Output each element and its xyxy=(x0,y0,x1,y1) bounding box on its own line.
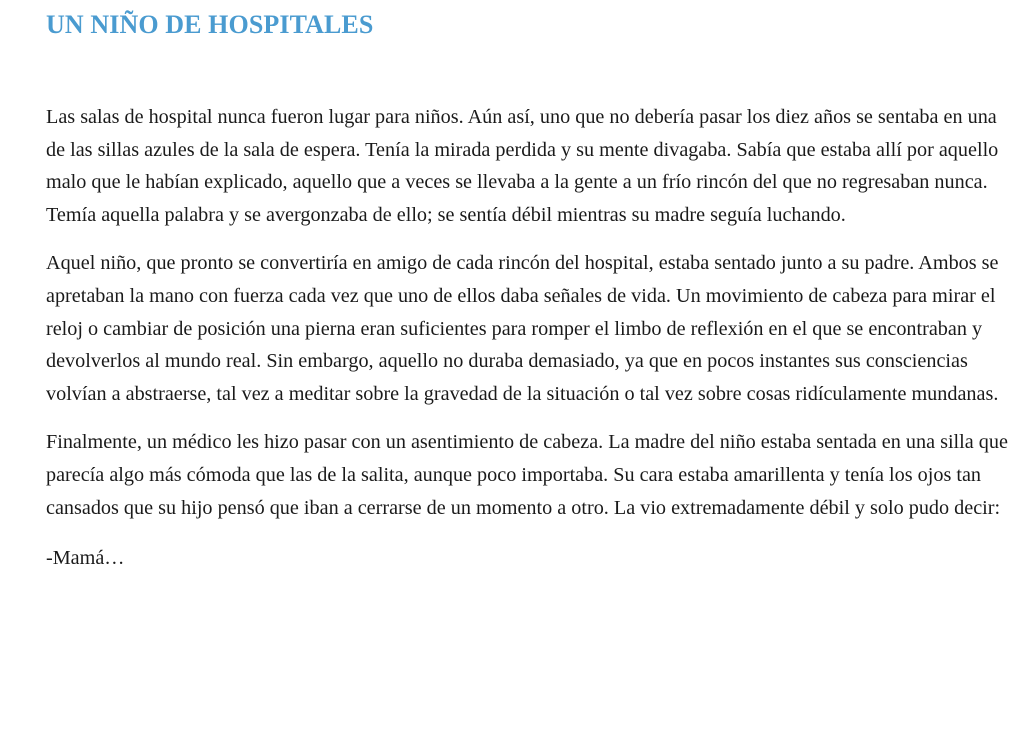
document-page xyxy=(46,0,1014,591)
document-body xyxy=(46,101,1014,575)
document-title: UN NIÑO DE HOSPITALES xyxy=(46,10,374,39)
paragraph-1: Las salas de hospital nunca fueron lugar para niños. Aún así, uno que no debería pasar los diez años se sentaba en una de las sillas azules de la sala de espera. Tenía la mirada perdida y su mente divagaba. Sabía que estaba allí por aquello malo que le habían explicado, aquello que a veces se llevaba a la gente a un frío rincón del que no regresaban nunca. Temía aquella palabra y se avergonzaba de ello; se sentía débil mientras su madre seguía luchando. xyxy=(46,106,999,226)
paragraph-4: -Mamá… xyxy=(46,547,125,570)
paragraph-2: Aquel niño, que pronto se convertiría en amigo de cada rincón del hospital, estaba sentado junto a su padre. Ambos se apretaban la mano con fuerza cada vez que uno de ellos daba señales de vida. Un movimiento de cabeza para mirar el reloj o cambiar de posición una pierna eran suficientes para romper el limbo de reflexión en el que se encontraban y devolverlos al mundo real. Sin embargo, aquello no duraba demasiado, ya que en pocos instantes sus consciencias volvían a abstraerse, tal vez a meditar sobre la gravedad de la situación o tal vez sobre cosas ridículamente mundanas. xyxy=(46,252,999,405)
paragraph-3: Finalmente, un médico les hizo pasar con un asentimiento de cabeza. La madre del niño estaba sentada en una silla que parecía algo más cómoda que las de la salita, aunque poco importaba. Su cara estaba amarillenta y tenía los ojos tan cansados que su hijo pensó que iban a cerrarse de un momento a otro. La vio extremadamente débil y solo pudo decir: xyxy=(46,431,1008,519)
